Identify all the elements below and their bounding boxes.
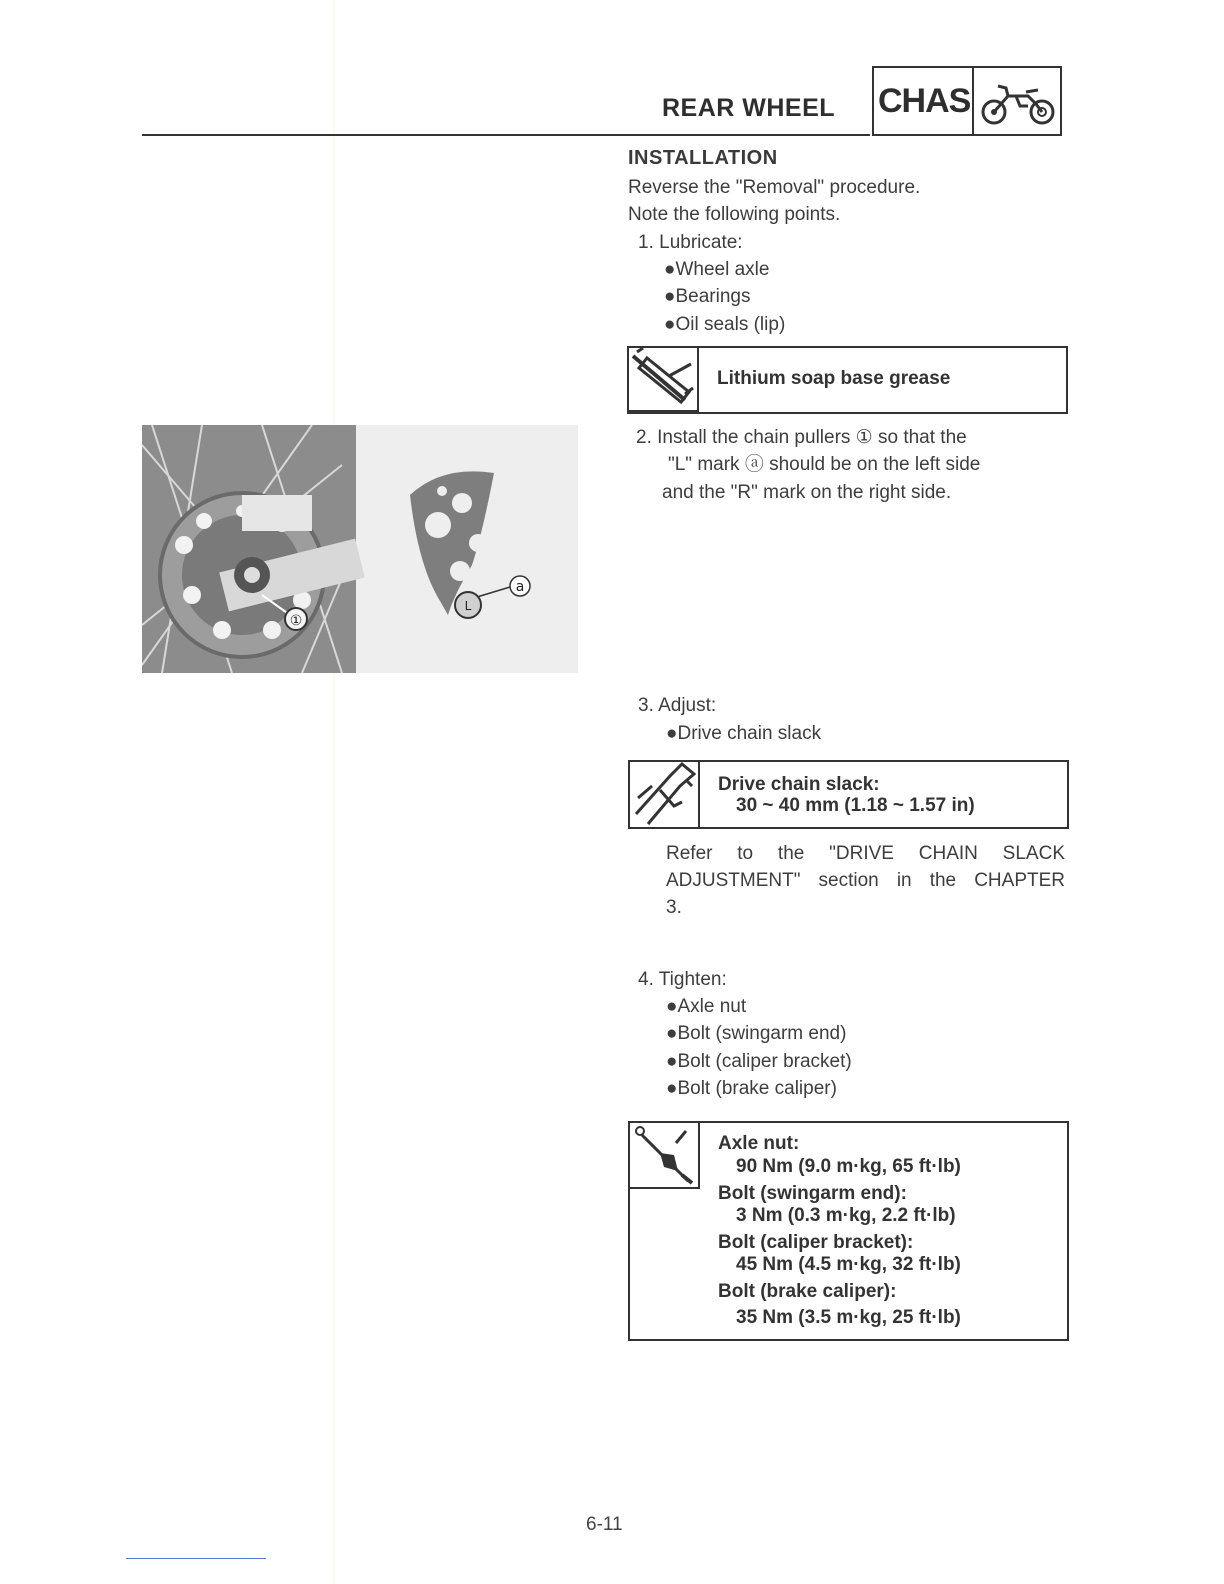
- spec-value: 30 ~ 40 mm (1.18 ~ 1.57 in): [736, 795, 975, 816]
- l-mark: L: [464, 599, 472, 613]
- intro-line: Reverse the "Removal" procedure.: [628, 177, 921, 198]
- torque-value: 35 Nm (3.5 m·kg, 25 ft·lb): [736, 1307, 961, 1328]
- refer-line: Refer to the "DRIVE CHAIN SLACK: [666, 843, 1065, 864]
- step-line: "L" mark ⓐ should be on the left side: [668, 454, 981, 475]
- spec-label: Drive chain slack:: [718, 774, 880, 795]
- torque-label: Bolt (swingarm end):: [718, 1183, 907, 1204]
- spec-icon-cell: [630, 762, 700, 827]
- step-line: 2. Install the chain pullers ① so that the: [636, 427, 967, 448]
- torque-value: 45 Nm (4.5 m·kg, 32 ft·lb): [736, 1254, 961, 1275]
- refer-line: 3.: [666, 897, 682, 918]
- header-rule: [142, 134, 870, 136]
- step-line: and the "R" mark on the right side.: [662, 482, 952, 503]
- section-badge: [872, 66, 1062, 136]
- page-title: REAR WHEEL: [662, 94, 836, 122]
- list-item: ●Bolt (swingarm end): [666, 1023, 847, 1044]
- callout-a: a: [515, 579, 525, 595]
- step-label: 1. Lubricate:: [638, 232, 743, 253]
- footer-link-line: [126, 1558, 266, 1559]
- spec-text: Lithium soap base grease: [717, 368, 951, 389]
- section-badge-divider: [972, 68, 974, 134]
- chain-puller-photo: [142, 425, 578, 673]
- torque-label: Bolt (caliper bracket):: [718, 1232, 914, 1253]
- spec-box-torque: [628, 1121, 1069, 1341]
- photo-illustration: [142, 425, 578, 673]
- grease-gun-icon: [629, 348, 695, 410]
- torque-value: 90 Nm (9.0 m·kg, 65 ft·lb): [736, 1156, 961, 1177]
- torque-value: 3 Nm (0.3 m·kg, 2.2 ft·lb): [736, 1205, 956, 1226]
- list-item: ●Wheel axle: [664, 259, 770, 280]
- page-number: 6-11: [586, 1514, 623, 1535]
- intro-line: Note the following points.: [628, 204, 841, 225]
- step-label: 3. Adjust:: [638, 695, 717, 716]
- list-item: ●Oil seals (lip): [664, 314, 786, 335]
- step-label: 4. Tighten:: [638, 969, 727, 990]
- section-heading: INSTALLATION: [628, 147, 778, 169]
- list-item: ●Drive chain slack: [666, 723, 822, 744]
- section-code: CHAS: [878, 82, 971, 120]
- motorcycle-icon: [978, 76, 1058, 128]
- list-item: ●Bearings: [664, 286, 751, 307]
- list-item: ●Bolt (brake caliper): [666, 1078, 837, 1099]
- torque-label: Axle nut:: [718, 1133, 800, 1154]
- spec-icon-cell: [629, 348, 699, 412]
- callout-1: ①: [289, 613, 303, 629]
- spec-box-grease: [627, 346, 1068, 414]
- list-item: ●Bolt (caliper bracket): [666, 1051, 852, 1072]
- caliper: [242, 495, 312, 531]
- spec-box-chain-slack: [628, 760, 1069, 829]
- refer-line: ADJUSTMENT" section in the CHAPTER: [666, 870, 1065, 891]
- spec-icon-cell: [630, 1123, 700, 1189]
- torque-label: Bolt (brake caliper):: [718, 1281, 897, 1302]
- page-fold-shading: [333, 0, 335, 1584]
- torque-wrench-icon: [630, 1123, 696, 1187]
- caliper-gauge-icon: [630, 762, 696, 826]
- list-item: ●Axle nut: [666, 996, 747, 1017]
